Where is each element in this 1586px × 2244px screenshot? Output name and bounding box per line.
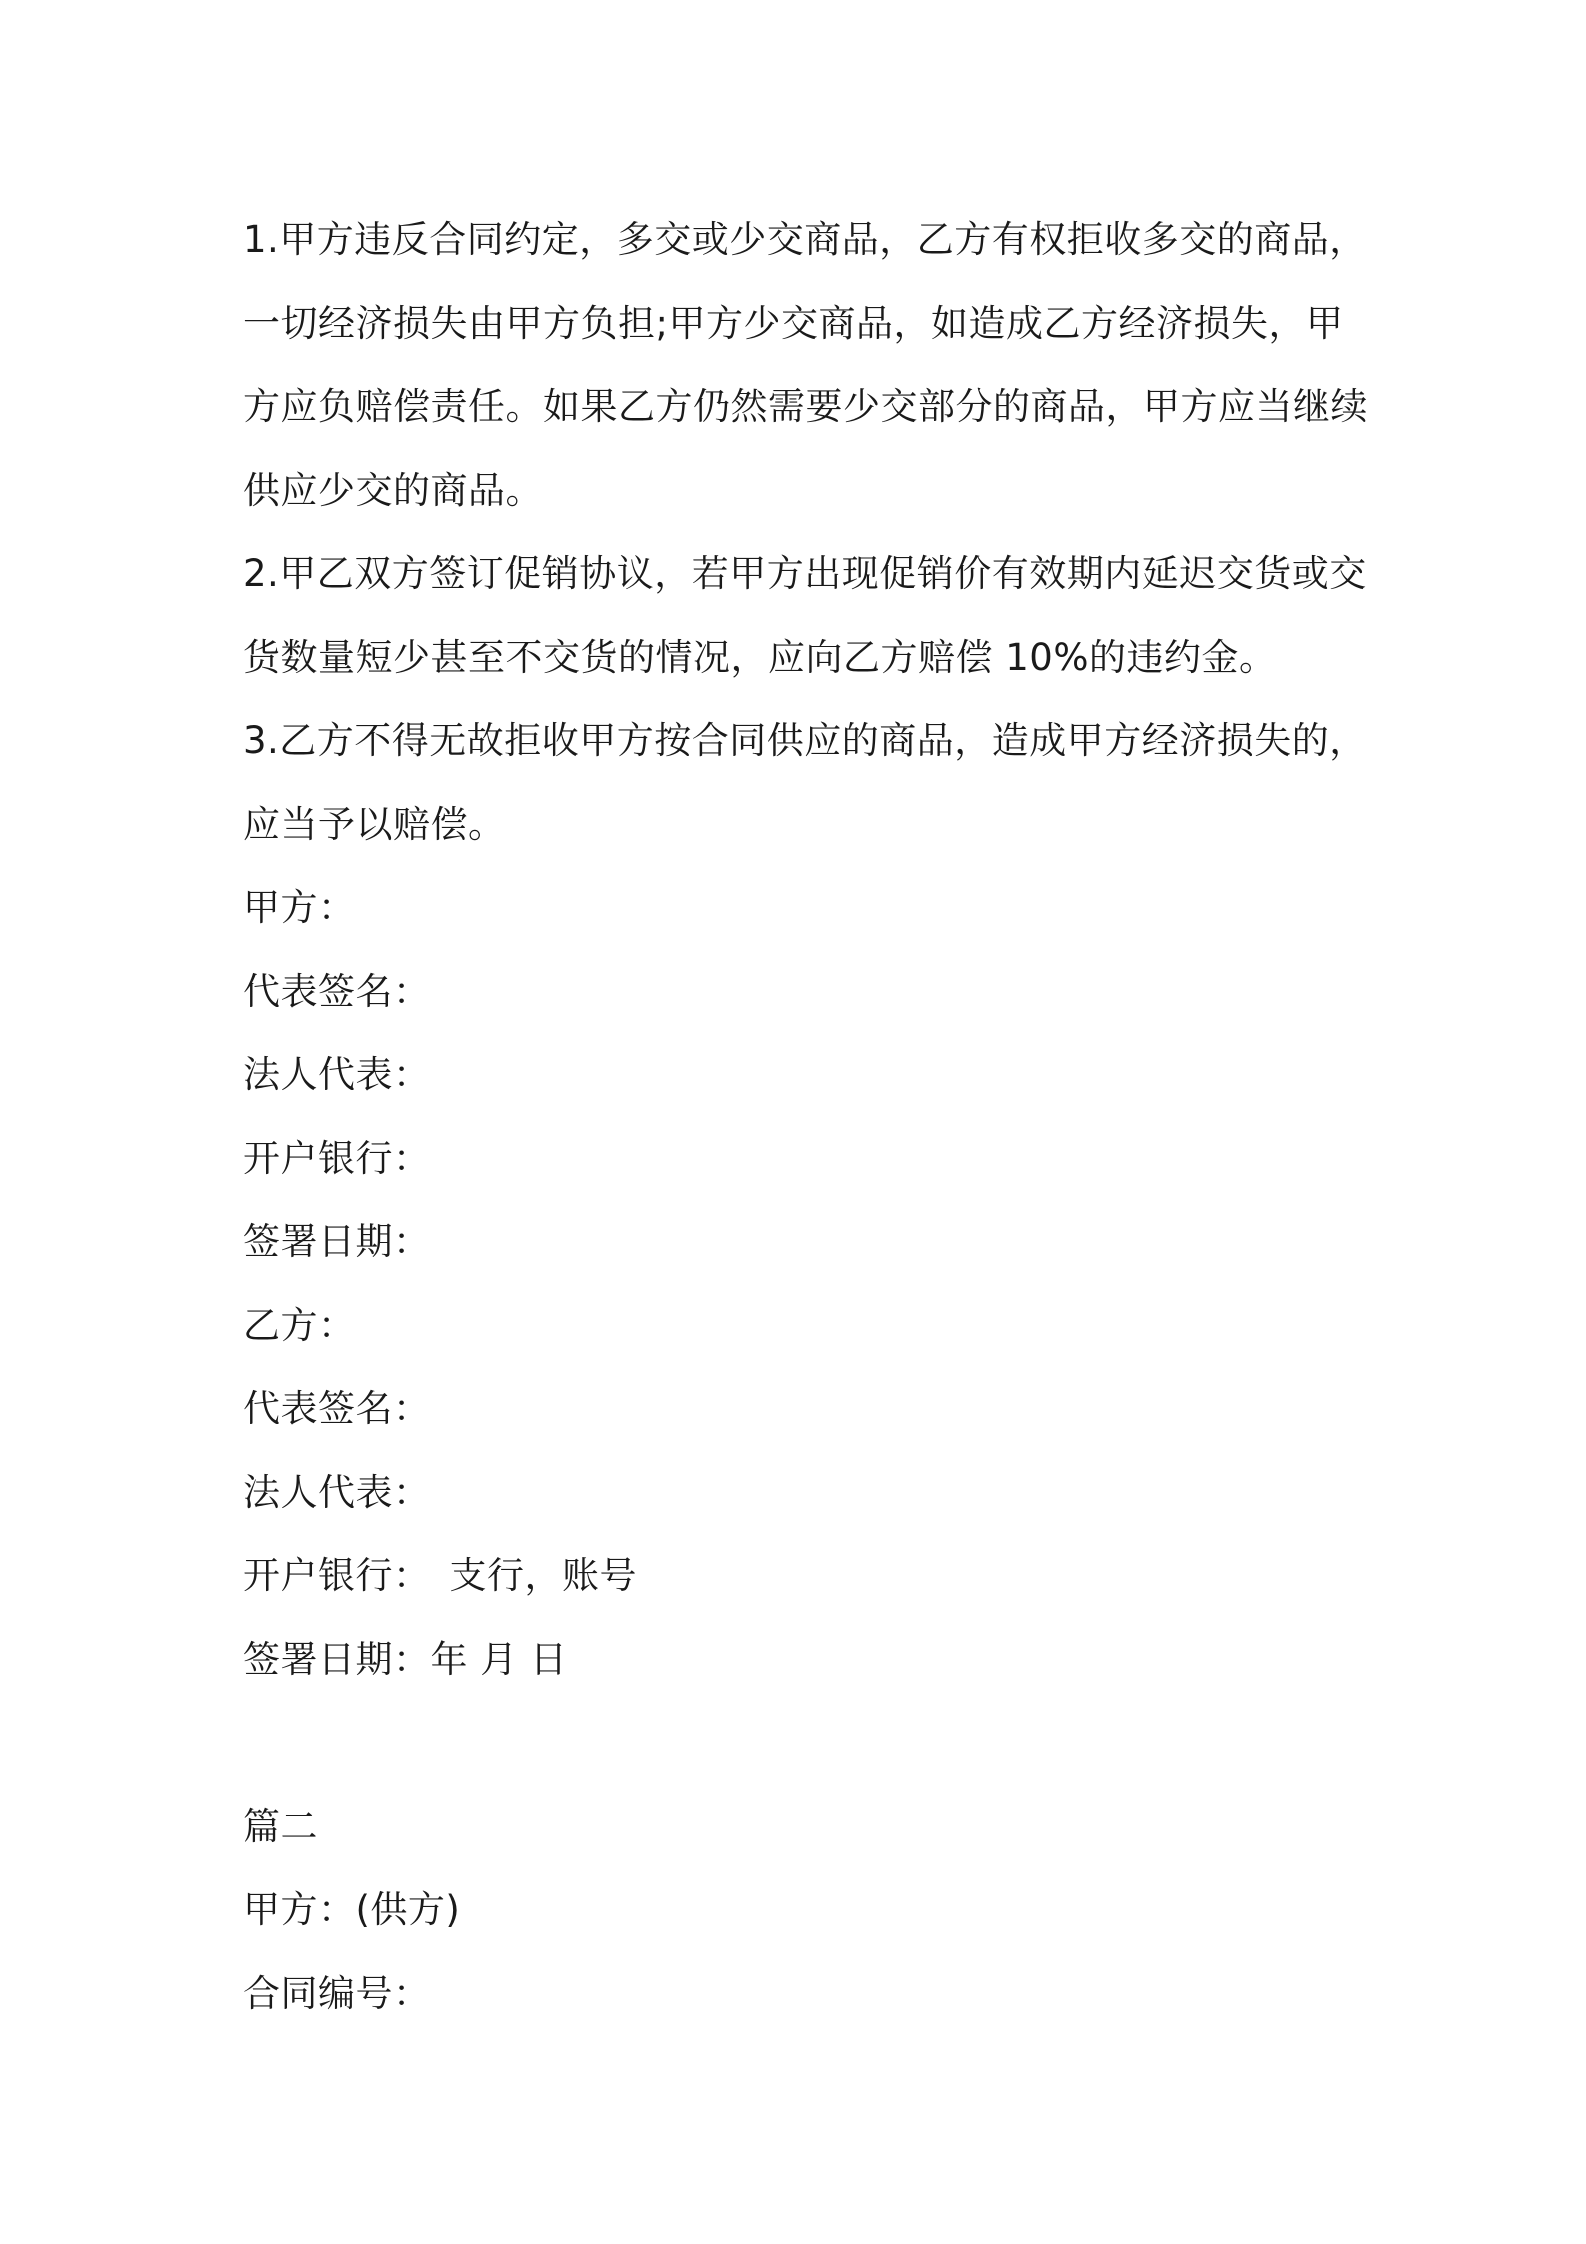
clause-1-line-4: 供应少交的商品。 <box>243 468 543 512</box>
clause-2-line-2: 货数量短少甚至不交货的情况，应向乙方赔偿 10%的违约金。 <box>243 635 1277 679</box>
party-b-legal-representative: 法人代表： <box>243 1470 431 1514</box>
party-a-label: 甲方： <box>243 886 356 929</box>
section-2-contract-number: 合同编号： <box>243 1971 431 2015</box>
section-2-party-a: 甲方：(供方) <box>243 1888 461 1931</box>
clause-1-line-1: 1.甲方违反合同约定，多交或少交商品，乙方有权拒收多交的商品， <box>243 218 1367 261</box>
section-2-title: 篇二 <box>243 1804 318 1848</box>
party-a-bank: 开户银行： <box>243 1136 431 1180</box>
party-b-bank: 开户银行： 支行，账号 <box>243 1554 637 1597</box>
clause-3-line-2: 应当予以赔偿。 <box>243 802 506 846</box>
party-b-label: 乙方： <box>243 1303 356 1347</box>
party-b-representative-signature: 代表签名： <box>243 1387 431 1430</box>
document-page <box>243 198 1368 2035</box>
clause-3-line-1: 3.乙方不得无故拒收甲方按合同供应的商品，造成甲方经济损失的， <box>243 719 1367 762</box>
party-a-sign-date: 签署日期： <box>243 1220 431 1263</box>
section-gap <box>243 1701 1363 1785</box>
party-a-legal-representative: 法人代表： <box>243 1053 431 1096</box>
clause-1-line-2: 一切经济损失由甲方负担;甲方少交商品，如造成乙方经济损失，甲 <box>243 301 1344 345</box>
clause-2-line-1: 2.甲乙双方签订促销协议，若甲方出现促销价有效期内延迟交货或交 <box>243 552 1367 595</box>
party-a-representative-signature: 代表签名： <box>243 969 431 1013</box>
clause-1-line-3: 方应负赔偿责任。如果乙方仍然需要少交部分的商品，甲方应当继续 <box>243 385 1368 428</box>
party-b-sign-date: 签署日期：年 月 日 <box>243 1637 568 1681</box>
